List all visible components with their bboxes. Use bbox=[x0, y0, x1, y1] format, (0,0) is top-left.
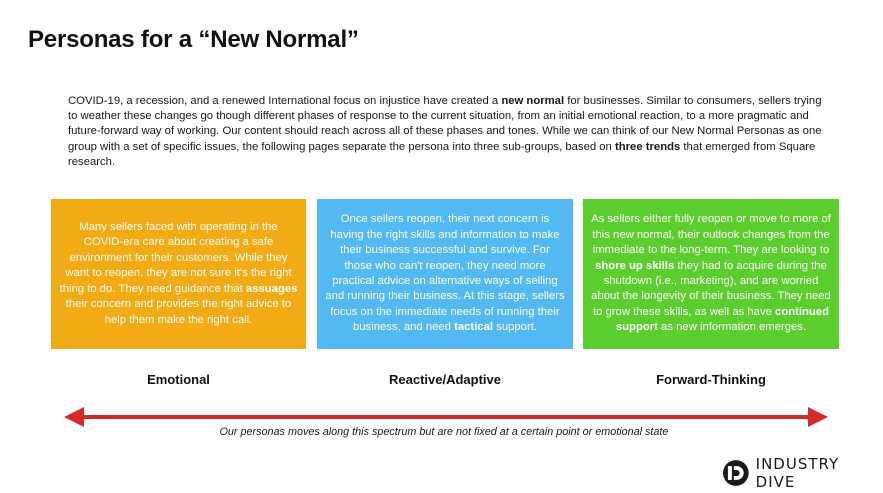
forward-text-2: they had to acquire during the shutdown (i.e., marketing), and are worried about the longevity of their business. They need to grow these skills, as well as have bbox=[591, 259, 831, 318]
label-reactive: Reactive/Adaptive bbox=[389, 372, 501, 387]
industry-dive-logo-icon bbox=[722, 459, 750, 487]
page-title: Personas for a “New Normal” bbox=[28, 26, 359, 53]
industry-dive-logo bbox=[722, 455, 883, 491]
forward-text-1: As sellers either fully reopen or move to more of this new normal, their outlook changes from the immediate to the long-term. They are looking to bbox=[591, 213, 831, 257]
reactive-persona-box bbox=[317, 199, 573, 349]
forward-text-3: as new information emerges. bbox=[657, 321, 807, 334]
spectrum-arrow-left-head bbox=[64, 407, 84, 427]
logo-text: INDUSTRY DIVE bbox=[755, 455, 840, 491]
emotional-text-2: their concern and provides the right advice to help them make the right call. bbox=[65, 298, 292, 326]
spectrum-caption: Our personas moves along this spectrum but are not fixed at a certain point or emotional state bbox=[219, 426, 669, 438]
emotional-persona-box bbox=[51, 199, 306, 349]
intro-paragraph bbox=[68, 94, 832, 170]
forward-bold-shore-up-skills: shore up skills bbox=[595, 259, 675, 272]
intro-text-3: that emerged from Square research. bbox=[68, 140, 816, 168]
intro-text-2: for businesses. Similar to consumers, sellers trying to weather these changes go though different phases of response to the current situation, from an initial emotional reaction, to a more pragmatic and future-forward way of working. Our content should reach across all of these phases and tones. While we can think of our New Normal Personas as one group with a set of specific issues, the following pages separate the persona into three sub-groups, based on bbox=[68, 95, 822, 153]
emotional-bold-assuages: assuages bbox=[245, 282, 298, 295]
emotional-persona-text bbox=[59, 220, 298, 328]
intro-text-1: COVID-19, a recession, and a renewed International focus on injustice have created a bbox=[68, 95, 502, 107]
intro-bold-three-trends: three trends bbox=[614, 140, 681, 153]
reactive-text-2: support. bbox=[493, 321, 538, 334]
reactive-persona-text bbox=[325, 212, 565, 335]
forward-bold-continued-support: continued support bbox=[615, 305, 830, 334]
reactive-text-1: Once sellers reopen, their next concern is having the right skills and information to make their business successful and survive. For those who can't reopen, they need more practical advice on alternative ways of selling and running their business. At this stage, sellers focus on the immediate needs of running their business, and need bbox=[325, 213, 565, 334]
intro-bold-new-normal: new normal bbox=[501, 95, 565, 107]
reactive-bold-tactical: tactical bbox=[454, 321, 494, 334]
spectrum-arrow-right-head bbox=[808, 407, 828, 427]
forward-persona-box bbox=[583, 199, 839, 349]
label-forward: Forward-Thinking bbox=[656, 372, 766, 387]
emotional-text-1: Many sellers faced with operating in the COVID-era care about creating a safe environment for their customers. While they want to reopen, they are not sure it's the right thing to do. They need guidance that bbox=[59, 221, 292, 295]
label-emotional: Emotional bbox=[147, 372, 210, 387]
forward-persona-text bbox=[591, 212, 831, 335]
